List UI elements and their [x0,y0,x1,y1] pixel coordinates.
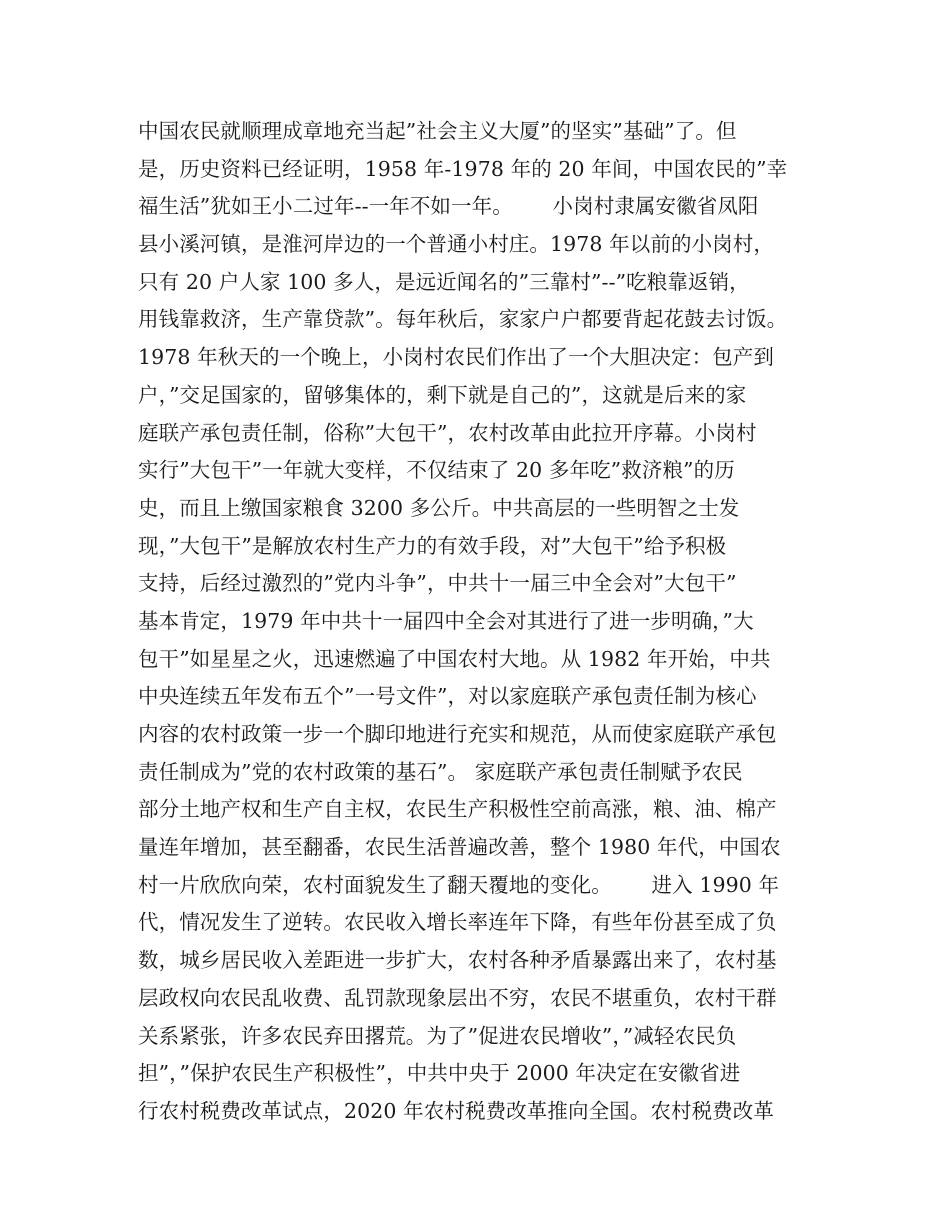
text-line: 数，城乡居民收入差距进一步扩大，农村各种矛盾暴露出来了，农村基 [138,948,777,973]
body-text [138,113,828,1131]
text-line: 内容的农村政策一步一个脚印地进行充实和规范，从而使家庭联产承包 [138,722,777,746]
text-line: 行农村税费改革试点，2020 年农村税费改革推向全国。农村税费改革 [138,1098,774,1123]
text-line: 实行”大包干”一年就大变样，不仅结束了 20 多年吃”救济粮”的历 [138,458,735,483]
text-line: 责任制成为”党的农村政策的基石”。 家庭联产承包责任制赋予农民 [138,759,743,784]
text-line: 户，”交足国家的，留够集体的，剩下就是自己的”，这就是后来的家 [138,382,747,407]
text-line: 关系紧张，许多农民弃田撂荒。为了”促进农民增收”，”减轻农民负 [138,1023,737,1048]
text-line: 县小溪河镇，是淮河岸边的一个普通小村庄。1978 年以前的小岗村， [138,232,774,257]
text-line: 用钱靠救济，生产靠贷款”。每年秋后，家家户户都要背起花鼓去讨饭。 [138,307,788,332]
text-line: 庭联产承包责任制，俗称”大包干”，农村改革由此拉开序幕。小岗村 [138,420,757,445]
text-line: 担”，”保护农民生产积极性”，中共中央于 2000 年决定在安徽省进 [138,1061,741,1086]
text-line: 量连年增加，甚至翻番，农民生活普遍改善，整个 1980 年代，中国农 [138,835,781,860]
text-line: 支持，后经过激烈的”党内斗争”，中共十一届三中全会对”大包干” [138,571,737,596]
text-line: 是，历史资料已经证明，1958 年-1978 年的 20 年间，中国农民的”幸 [138,156,788,181]
text-line: 层政权向农民乱收费、乱罚款现象层出不穷，农民不堪重负，农村干群 [138,985,777,1010]
text-line: 部分土地产权和生产自主权，农民生产积极性空前高涨，粮、油、棉产 [138,797,777,822]
text-line: 史，而且上缴国家粮食 3200 多公斤。中共高层的一些明智之士发 [138,495,740,520]
text-line: 福生活”犹如王小二过年--一年不如一年。 小岗村隶属安徽省凤阳 [138,194,759,219]
text-line: 基本肯定，1979 年中共十一届四中全会对其进行了进一步明确，”大 [138,608,754,633]
text-line: 只有 20 户人家 100 多人，是远近闻名的”三靠村”--”吃粮靠返销， [138,269,750,294]
text-line: 中国农民就顺理成章地充当起”社会主义大厦”的坚实”基础”了。但 [138,119,737,143]
text-line: 现，”大包干”是解放农村生产力的有效手段，对”大包干”给予积极 [138,533,727,558]
text-line: 村一片欣欣向荣，农村面貌发生了翻天覆地的变化。 进入 1990 年 [138,872,780,897]
text-line: 中央连续五年发布五个”一号文件”，对以家庭联产承包责任制为核心 [138,684,757,709]
text-line: 包干”如星星之火，迅速燃遍了中国农村大地。从 1982 年开始，中共 [138,646,771,671]
text-line: 代，情况发生了逆转。农民收入增长率连年下降，有些年份甚至成了负 [138,910,777,935]
text-line: 1978 年秋天的一个晚上，小岗村农民们作出了一个大胆决定：包产到 [138,345,774,370]
